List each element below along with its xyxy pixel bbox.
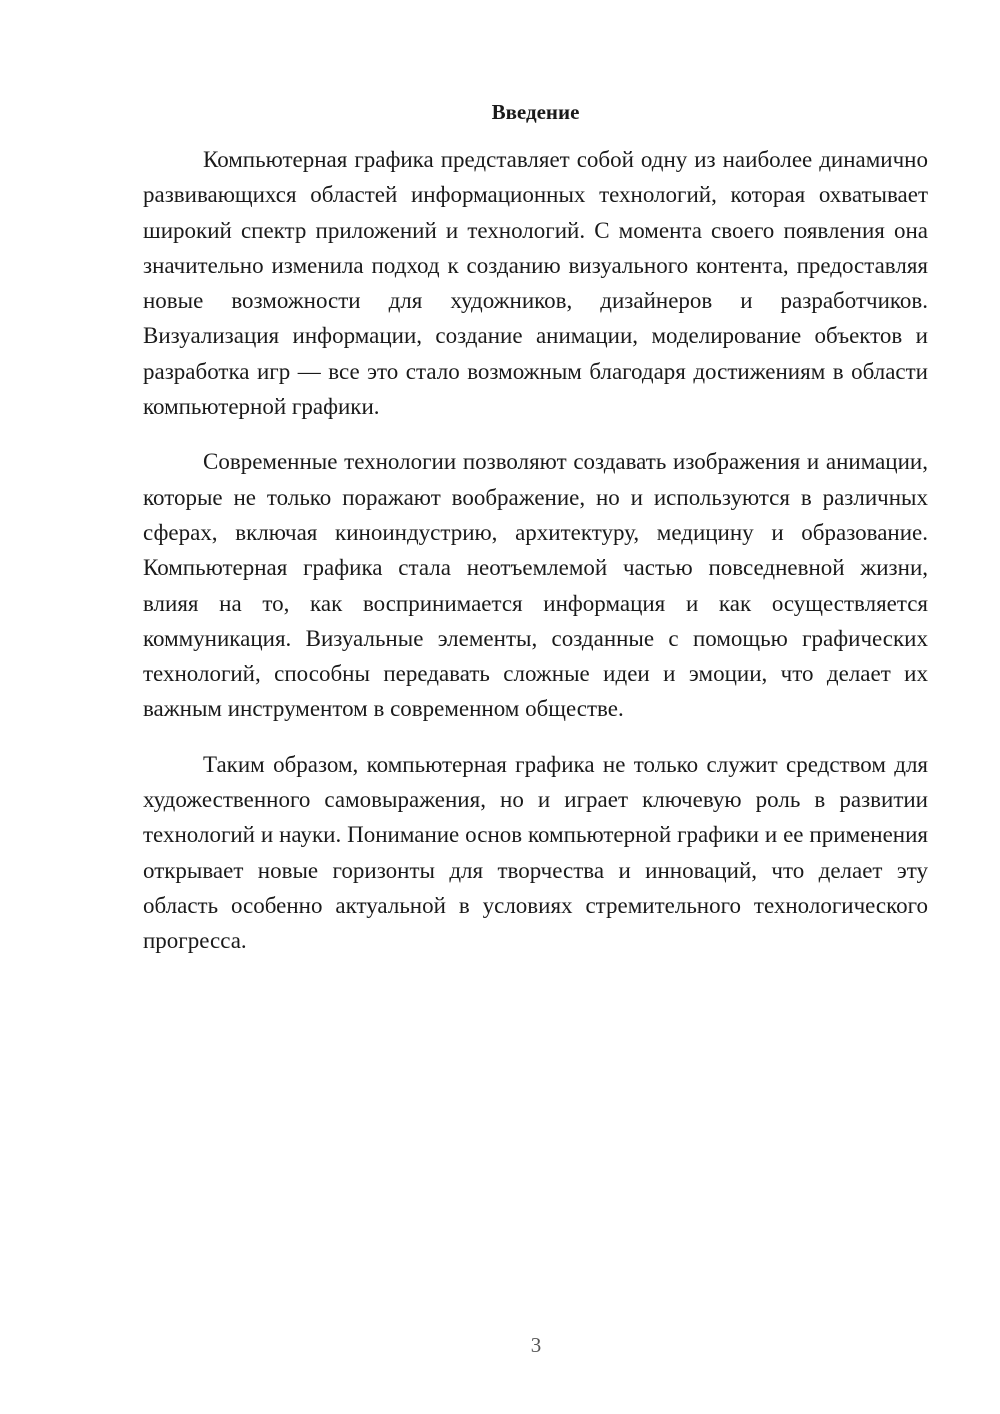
- body-text: [143, 142, 928, 979]
- paragraph-1: Компьютерная графика представляет собой одну из наиболее динамично развивающихся областей информационных технологий, которая охватывает широкий спектр приложений и технологий. С момента своего появления она значительно изменила подход к созданию визуального контента, предоставляя новые возможности для художников, дизайнеров и разработчиков. Визуализация информации, создание анимации, моделирование объектов и разработка игр — все это стало возможным благодаря достижениям в области компьютерной графики.: [143, 147, 928, 420]
- paragraph-2: Современные технологии позволяют создавать изображения и анимации, которые не только поражают воображение, но и используются в различных сферах, включая киноиндустрию, архитектуру, медицину и образование. Компьютерная графика стала неотъемлемой частью повседневной жизни, влияя на то, как воспринимается информация и как осуществляется коммуникация. Визуальные элементы, созданные с помощью графических технологий, способны передавать сложные идеи и эмоции, что делает их важным инструментом в современном обществе.: [143, 449, 928, 722]
- page-number: 3: [530, 1333, 542, 1357]
- paragraph-3: Таким образом, компьютерная графика не только служит средством для художественного самовыражения, но и играет ключевую роль в развитии технологий и науки. Понимание основ компьютерной графики и ее применения открывает новые горизонты для творчества и инноваций, что делает эту область особенно актуальной в условиях стремительного технологического прогресса.: [143, 751, 928, 954]
- page-title: Введение: [491, 100, 580, 124]
